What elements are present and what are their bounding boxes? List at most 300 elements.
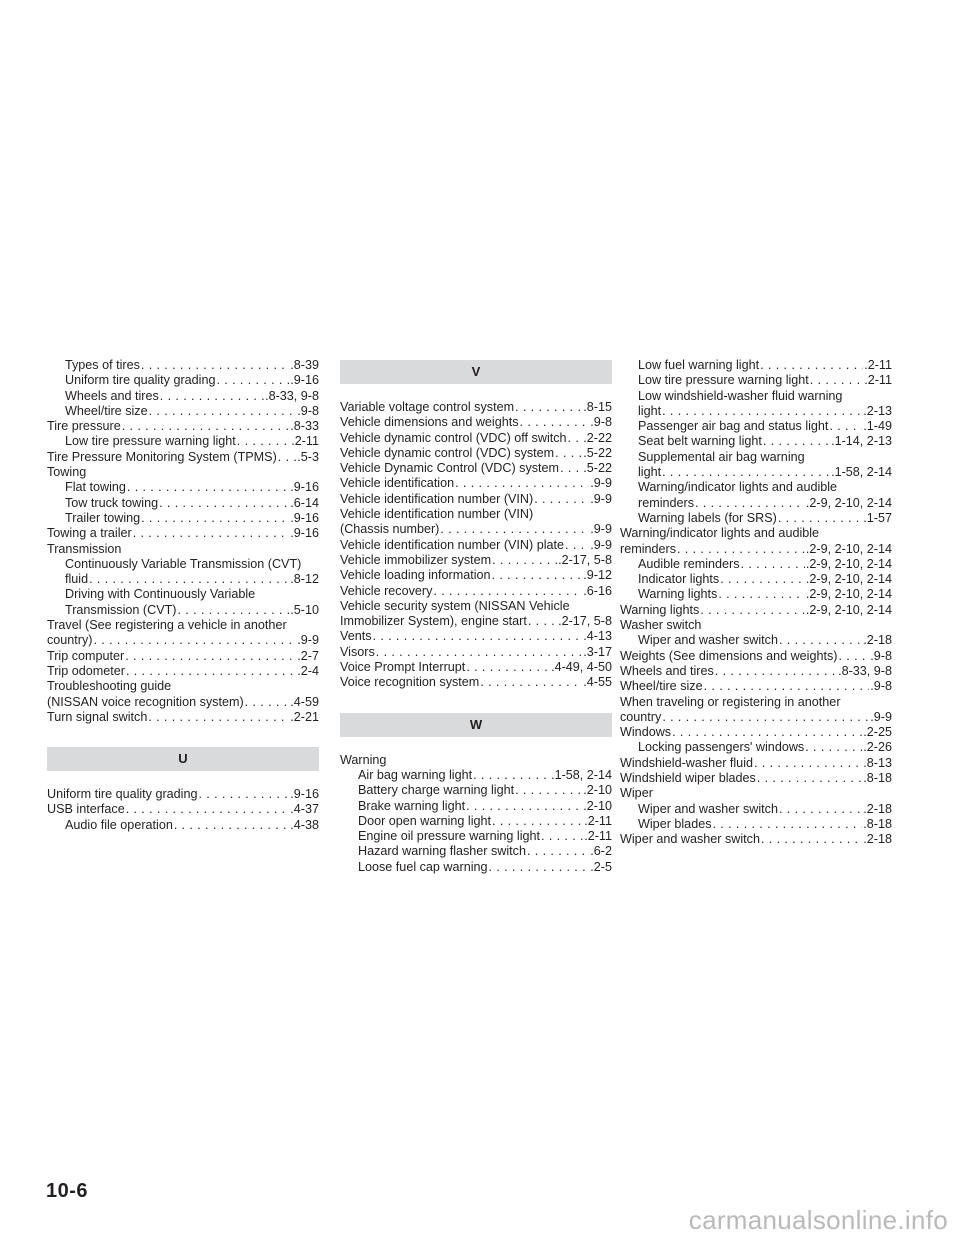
section-header-u: U [47,747,319,771]
entry-text: Wiper [620,786,653,801]
entry-text: Towing [47,465,87,480]
dot-leader [672,725,862,740]
index-entry [340,675,612,690]
entry-page-ref: .6-16 [583,583,612,598]
entry-text: Loose fuel cap warning [358,859,488,874]
entry-text: Warning/indicator lights and audible [638,480,838,495]
index-subentry [620,740,892,755]
dot-leader [829,419,862,434]
index-subentry [47,373,319,388]
entry-text: Uniform tire quality grading [47,787,198,802]
dot-leader [741,557,805,572]
entry-text: Windshield-washer fluid [620,755,753,770]
entry-text: (NISSAN voice recognition system) [47,694,244,709]
dot-leader [159,496,289,511]
entry-text: Vehicle identification number (VIN) plate [340,537,565,552]
section-header-w: W [340,713,612,737]
entry-page-ref: .1-58, 2-14 [831,465,892,480]
index-entry [47,633,319,648]
dot-leader [515,400,582,415]
index-subentry [340,814,612,829]
dot-leader [160,389,264,404]
entry-page-ref: .2-18 [863,801,892,816]
entry-text: Weights (See dimensions and weights) [620,648,838,663]
entry-text: fluid [65,572,89,587]
entry-text: Vehicle dimensions and weights [340,415,519,430]
index-entry [47,679,319,694]
dot-leader [217,373,290,388]
index-entry [47,450,319,465]
dot-leader [89,572,289,587]
entry-text: Tow truck towing [65,495,159,510]
entry-page-ref: .2-10 [583,783,612,798]
entry-page-ref: .2-4 [297,663,319,678]
dot-leader [779,633,862,648]
index-subentry [620,587,892,602]
entry-text: Passenger air bag and status light [638,419,829,434]
entry-text: Battery charge warning light [358,783,515,798]
entry-page-ref: .2-17, 5-8 [558,552,612,567]
index-entry [340,492,612,507]
entry-text: Voice recognition system [340,675,480,690]
dot-leader [715,664,837,679]
entry-text: Warning/indicator lights and audible [620,526,820,541]
entry-page-ref: .2-11 [864,358,892,372]
entry-page-ref: .2-18 [863,832,892,847]
entry-page-ref: .9-9 [590,476,612,491]
dot-leader [662,465,830,480]
index-subentry [47,480,319,495]
entry-text: Warning lights [620,602,700,617]
dot-leader [125,649,296,664]
entry-text: Turn signal switch [47,709,148,724]
dot-leader [141,358,289,373]
entry-text: Supplemental air bag warning [638,449,805,464]
dot-leader [528,614,557,629]
index-entry [620,725,892,740]
entry-page-ref: .9-8 [297,403,319,418]
entry-page-ref: .8-12 [290,572,319,587]
entry-page-ref: .2-9, 2-10, 2-14 [805,541,892,556]
index-subentry [620,404,892,419]
index-subentry [620,480,892,495]
index-entry [47,664,319,679]
index-subentry [340,829,612,844]
entry-text: Vehicle identification number (VIN) [340,507,534,522]
entry-page-ref: .2-9, 2-10, 2-14 [805,495,892,510]
entry-text: reminders [620,541,676,556]
entry-page-ref: .9-9 [870,709,892,724]
index-column-2 [340,358,612,875]
index-entry [620,603,892,618]
entry-page-ref: .5-3 [297,449,319,464]
index-subentry [47,557,319,572]
dot-leader [122,419,290,434]
entry-text: Trip odometer [47,663,125,678]
index-subentry [47,389,319,404]
entry-text: Uniform tire quality grading [65,373,216,388]
entry-page-ref: .2-9, 2-10, 2-14 [805,602,892,617]
entry-page-ref: .2-5 [590,859,612,874]
entry-page-ref: .2-11 [584,829,612,844]
dot-leader [376,645,583,660]
index-entry [47,618,319,633]
entry-page-ref: .2-11 [291,434,319,449]
dot-leader [492,568,583,583]
index-entry [340,446,612,461]
dot-leader [141,511,289,526]
index-entry [340,431,612,446]
entry-text: country [620,709,662,724]
dot-leader [555,446,582,461]
entry-page-ref: .1-58, 2-14 [551,767,612,782]
dot-leader [757,771,862,786]
index-entry [340,645,612,660]
entry-page-ref: .2-9, 2-10, 2-14 [805,556,892,571]
entry-page-ref: .8-33, 9-8 [265,388,319,403]
index-entry [340,753,612,768]
dot-leader [455,476,589,491]
index-subentry [340,844,612,859]
index-entry [340,629,612,644]
entry-text: Tire pressure [47,419,121,434]
entry-page-ref: .2-11 [864,373,892,388]
entry-page-ref: .2-10 [583,798,612,813]
dot-leader [838,649,869,664]
index-column-1 [47,358,319,833]
dot-leader [127,480,289,495]
entry-text: Vents [340,629,372,644]
index-subentry [620,802,892,817]
dot-leader [373,629,583,644]
entry-page-ref: .2-18 [863,633,892,648]
entry-text: reminders [638,495,694,510]
dot-leader [466,660,550,675]
index-subentry [620,373,892,388]
entry-page-ref: .3-17 [583,644,612,659]
entry-page-ref: .9-16 [290,510,319,525]
index-entry [47,419,319,434]
index-subentry [47,587,319,602]
dot-leader [662,710,869,725]
index-entry [340,660,612,675]
entry-text: Vehicle Dynamic Control (VDC) system [340,461,560,476]
index-entry [340,568,612,583]
index-subentry [620,511,892,526]
entry-page-ref: .1-49 [863,419,892,434]
index-subentry [620,496,892,511]
dot-leader [763,434,830,449]
index-entry [620,786,892,801]
dot-leader [560,461,582,476]
entry-text: Hazard warning flasher switch [358,844,526,859]
entry-page-ref: .9-16 [290,787,319,802]
entry-text: Transmission [47,541,122,556]
entry-page-ref: .9-12 [583,568,612,583]
entry-page-ref: .8-18 [863,816,892,831]
dot-leader [174,818,289,833]
dot-leader [662,404,862,419]
entry-text: Immobilizer System), engine start [340,614,527,629]
index-entry [620,618,892,633]
index-column-3 [620,358,892,848]
index-entry [340,553,612,568]
index-subentry [620,419,892,434]
entry-page-ref: .4-13 [583,629,612,644]
index-subentry [620,465,892,480]
entry-text: Vehicle loading information [340,568,491,583]
dot-leader [541,829,583,844]
index-entry [340,400,612,415]
entry-text: Travel (See registering a vehicle in another [47,618,287,633]
dot-leader [480,675,582,690]
entry-text: light [638,403,662,418]
entry-text: light [638,465,662,480]
entry-text: Driving with Continuously Variable [65,587,256,602]
entry-page-ref: .2-9, 2-10, 2-14 [805,587,892,602]
dot-leader [520,415,590,430]
dot-leader [695,496,805,511]
index-subentry [47,404,319,419]
index-entry [340,538,612,553]
index-subentry [620,572,892,587]
entry-text: Continuously Variable Transmission (CVT) [65,556,302,571]
entry-text: Troubleshooting guide [47,679,172,694]
index-entry [620,679,892,694]
entry-text: Seat belt warning light [638,434,762,449]
index-entry [620,542,892,557]
dot-leader [515,783,582,798]
index-entry [340,599,612,614]
index-subentry [620,450,892,465]
entry-text: Indicator lights [638,572,720,587]
entry-text: Low fuel warning light [638,358,760,372]
entry-page-ref: .8-33, 9-8 [838,663,892,678]
entry-text: Tire Pressure Monitoring System (TPMS) [47,449,277,464]
dot-leader [440,522,589,537]
entry-page-ref: .9-8 [590,415,612,430]
index-subentry [47,511,319,526]
entry-page-ref: .4-38 [290,817,319,832]
entry-text: Brake warning light [358,798,466,813]
entry-page-ref: .2-21 [290,709,319,724]
entry-text: Audible reminders [638,556,740,571]
entry-page-ref: .5-22 [583,461,612,476]
dot-leader [237,434,290,449]
entry-text: USB interface [47,802,125,817]
entry-text: Voice Prompt Interrupt [340,660,466,675]
index-entry [340,507,612,522]
dot-leader [718,587,805,602]
index-entry [620,695,892,710]
index-entry [47,695,319,710]
index-entry [340,522,612,537]
dot-leader [779,802,862,817]
dot-leader [433,584,582,599]
index-entry [620,664,892,679]
entry-page-ref: .1-14, 2-13 [831,434,892,449]
entry-page-ref: .9-9 [590,537,612,552]
entry-page-ref: .8-15 [583,400,612,414]
entry-text: Warning [340,752,387,767]
dot-leader [473,768,550,783]
page-number: 10-6 [46,1180,89,1202]
index-subentry [47,818,319,833]
entry-text: Towing a trailer [47,526,132,541]
entry-page-ref: .8-13 [863,755,892,770]
index-entry [620,756,892,771]
index-entry [340,584,612,599]
dot-leader [94,633,297,648]
entry-page-ref: .5-10 [290,602,319,617]
entry-text: Vehicle identification [340,476,455,491]
entry-page-ref: .2-13 [863,403,892,418]
index-entry [47,465,319,480]
entry-text: Visors [340,644,375,659]
entry-text: Vehicle immobilizer system [340,552,492,567]
index-subentry [620,389,892,404]
entry-text: Wiper and washer switch [638,801,778,816]
index-entry [47,710,319,725]
index-subentry [47,358,319,373]
index-entry [620,649,892,664]
entry-page-ref: .9-16 [290,373,319,388]
entry-page-ref: .2-11 [584,813,612,828]
entry-text: Wheel/tire size [65,403,148,418]
entry-page-ref: .1-57 [863,510,892,525]
dot-leader [568,431,583,446]
dot-leader [178,603,290,618]
dot-leader [466,799,582,814]
entry-page-ref: .8-39 [290,358,319,372]
entry-page-ref: .2-17, 5-8 [558,614,612,629]
dot-leader [805,740,862,755]
entry-page-ref: .4-59 [290,694,319,709]
index-entry [620,832,892,847]
entry-text: Vehicle dynamic control (VDC) system [340,445,555,460]
index-entry [47,802,319,817]
dot-leader [700,603,805,618]
entry-page-ref: .9-9 [590,491,612,506]
entry-page-ref: .9-16 [290,526,319,541]
dot-leader [149,404,297,419]
entry-page-ref: .2-9, 2-10, 2-14 [805,572,892,587]
dot-leader [761,832,862,847]
section-header-v: V [340,360,612,384]
dot-leader [760,358,863,373]
dot-leader [126,664,296,679]
entry-page-ref: .9-9 [590,522,612,537]
dot-leader [713,817,863,832]
dot-leader [492,553,557,568]
index-subentry [340,768,612,783]
dot-leader [278,450,297,465]
entry-text: Wiper and washer switch [620,832,760,847]
index-entry [620,710,892,725]
entry-text: Vehicle dynamic control (VDC) off switch [340,430,567,445]
index-subentry [340,860,612,875]
entry-text: When traveling or registering in another [620,694,841,709]
index-subentry [620,358,892,373]
index-entry [340,415,612,430]
dot-leader [677,542,805,557]
dot-leader [704,679,870,694]
dot-leader [148,710,289,725]
dot-leader [492,814,583,829]
entry-text: Wheels and tires [65,388,159,403]
entry-text: Low tire pressure warning light [638,373,809,388]
index-subentry [620,817,892,832]
entry-text: Warning labels (for SRS) [638,510,777,525]
entry-text: Wiper blades [638,816,712,831]
entry-page-ref: .2-22 [583,430,612,445]
index-entry [340,476,612,491]
index-entry [47,542,319,557]
dot-leader [565,538,589,553]
entry-text: Audio file operation [65,817,173,832]
entry-text: Wheels and tires [620,663,714,678]
index-entry [47,787,319,802]
entry-text: Low windshield-washer fluid warning [638,388,843,403]
entry-text: Windshield wiper blades [620,771,756,786]
index-entry [620,526,892,541]
entry-text: Variable voltage control system [340,400,515,414]
dot-leader [133,526,290,541]
dot-leader [527,844,589,859]
index-entry [47,526,319,541]
entry-page-ref: .4-49, 4-50 [551,660,612,675]
entry-page-ref: .2-26 [863,740,892,755]
index-subentry [47,434,319,449]
entry-text: Locking passengers' windows [638,740,805,755]
entry-text: Vehicle security system (NISSAN Vehicle [340,598,570,613]
entry-page-ref: .8-18 [863,771,892,786]
entry-page-ref: .4-37 [290,802,319,817]
index-subentry [620,557,892,572]
entry-text: Trip computer [47,648,125,663]
entry-page-ref: .6-14 [290,495,319,510]
entry-text: (Chassis number) [340,522,440,537]
entry-page-ref: .6-2 [590,844,612,859]
index-subentry [620,434,892,449]
entry-text: Vehicle identification number (VIN) [340,491,534,506]
index-subentry [620,633,892,648]
dot-leader [754,756,862,771]
entry-page-ref: .2-7 [297,648,319,663]
dot-leader [199,787,290,802]
index-subentry [340,799,612,814]
entry-text: Types of tires [65,358,140,372]
dot-leader [534,492,589,507]
entry-text: Transmission (CVT) [65,602,177,617]
entry-page-ref: .2-25 [863,725,892,740]
entry-page-ref: .5-22 [583,445,612,460]
dot-leader [489,860,590,875]
entry-text: Wheel/tire size [620,679,703,694]
dot-leader [720,572,805,587]
index-entry [620,771,892,786]
entry-text: Warning lights [638,587,718,602]
index-entry [340,461,612,476]
entry-text: Engine oil pressure warning light [358,829,541,844]
dot-leader [778,511,862,526]
index-subentry [47,572,319,587]
watermark-text: carmanualsonline.info [688,1205,948,1235]
dot-leader [245,695,290,710]
entry-text: Flat towing [65,480,126,495]
index-subentry [47,603,319,618]
index-entry [47,649,319,664]
